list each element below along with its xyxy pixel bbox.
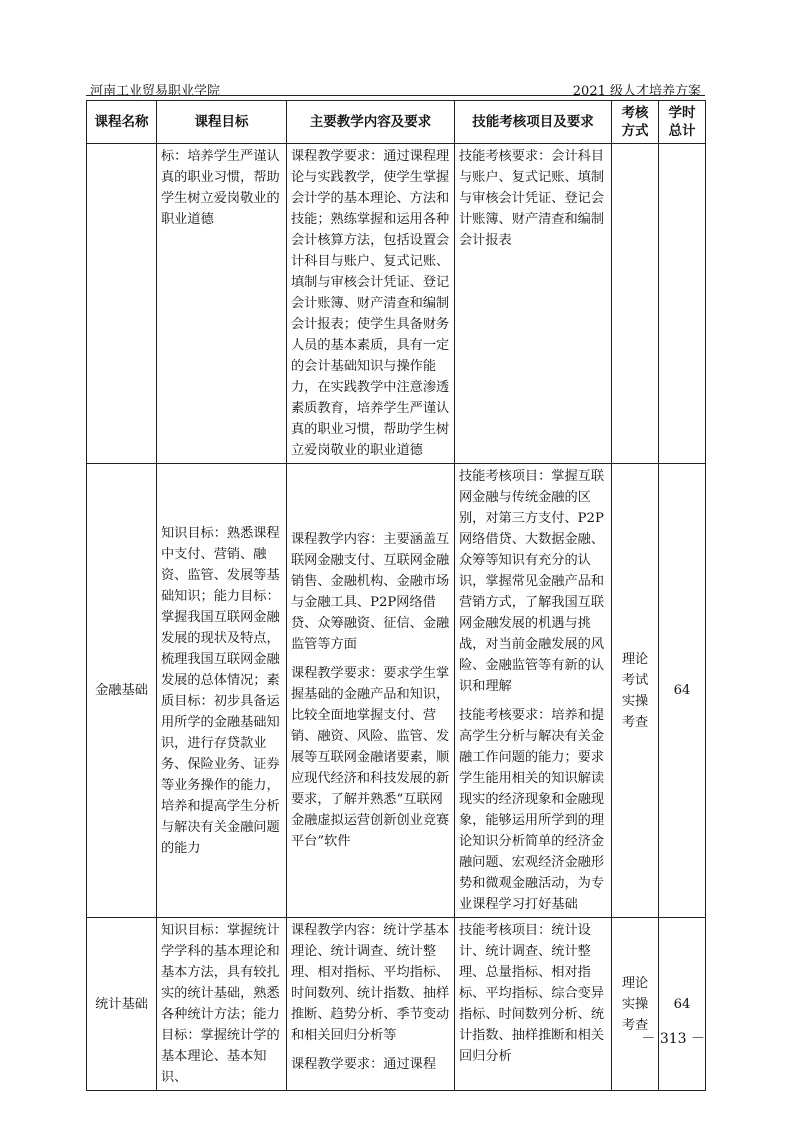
page-number: － 313 － [641,1031,705,1047]
assessment-cell: 理论实操考查 [612,918,659,1091]
content-cell [287,918,455,1091]
assessment-cell [612,144,659,464]
header-school-name: 河南工业贸易职业学院 [90,84,221,99]
content-requirements: 课程教学要求：要求学生掌握基础的金融产品和知识，比较全面地掌握支付、营销、融资、风险、监管、发展等互联网金融诸要素，顺应现代经济和科技发展的新要求，了解并熟悉“互联网金融虚拟运营创新创业竞赛平台”软件 [291,666,450,849]
hours-cell: 64 [659,918,706,1091]
content-cell [287,464,455,918]
table-row [87,918,706,1091]
col-header-course-goal: 课程目标 [157,101,287,144]
header-plan-title: 2021 级人才培养方案 [572,84,701,99]
col-header-assessment: 考核 方式 [612,101,659,144]
table-row [87,144,706,464]
content-requirements: 课程教学要求：通过课程 [291,1057,437,1072]
course-name-cell: 金融基础 [87,464,157,918]
assessment-cell: 理论考试实操考查 [612,464,659,918]
skill-requirements: 技能考核要求：会计科目与账户、复式记账、填制与审核会计凭证、登记会计账簿、财产清查和编制会计报表 [459,149,605,248]
course-goal-cell: 知识目标：掌握统计学学科的基本理论和基本方法，具有较扎实的统计基础，熟悉各种统计方法；能力目标：掌握统计学的基本理论、基本知识、 [157,918,287,1091]
table-row [87,464,706,918]
col-header-skill: 技能考核项目及要求 [455,101,612,144]
hours-cell [659,144,706,464]
content-topics: 课程教学内容：统计学基本理论、统计调查、统计整理、相对指标、平均指标、时间数列、统计指数、抽样推断、趋势分析、季节变动和相关回归分析等 [291,923,450,1043]
skill-items: 技能考核项目：统计设计、统计调查、统计整理、总量指标、相对指标、平均指标、综合变异指标、时间数列分析、统计指数、抽样推断和相关回归分析 [459,923,605,1064]
header-divider [86,95,705,96]
table-header-row [87,101,706,144]
col-header-hours: 学时 总计 [659,101,706,144]
content-requirements: 课程教学要求：通过课程理论与实践教学，使学生掌握会计学的基本理论、方法和技能；熟练掌握和运用各种会计核算方法，包括设置会计科目与账户、复式记账、填制与审核会计凭证、登记会计账簿、财产清查和编制会计报表；使学生具备财务人员的基本素质，具有一定的会计基础知识与操作能力，在实践教学中注意渗透素质教育，培养学生严谨认真的职业习惯，帮助学生树立爱岗敬业的职业道德 [291,149,450,458]
content-cell [287,144,455,464]
col-header-content: 主要教学内容及要求 [287,101,455,144]
skill-items: 技能考核项目：掌握互联网金融与传统金融的区别，对第三方支付、P2P网络借贷、大数据金融、众筹等知识有充分的认识，掌握常见金融产品和营销方式，了解我国互联网金融发展的机遇与挑战，对当前金融发展的风险、金融监管等有新的认识和理解 [459,469,605,694]
course-name-cell: 统计基础 [87,918,157,1091]
col-header-course-name: 课程名称 [87,101,157,144]
course-goal-cell: 标：培养学生严谨认真的职业习惯，帮助学生树立爱岗敬业的职业道德 [157,144,287,464]
skill-cell [455,144,612,464]
course-goal-cell: 知识目标：熟悉课程中支付、营销、融资、监管、发展等基础知识；能力目标：掌握我国互联网金融发展的现状及特点，梳理我国互联网金融发展的总体情况；素质目标：初步具备运用所学的金融基础知识，进行存贷款业务、保险业务、证券等业务操作的能力，培养和提高学生分析与解决有关金融问题的能力 [157,464,287,918]
course-name-cell [87,144,157,464]
hours-cell: 64 [659,464,706,918]
skill-requirements: 技能考核要求：培养和提高学生分析与解决有关金融工作问题的能力；要求学生能用相关的知识解读现实的经济现象和金融现象，能够运用所学到的理论知识分析简单的经济金融问题、宏观经济金融形势和微观金融活动，为专业课程学习打好基础 [459,708,605,912]
content-topics: 课程教学内容：主要涵盖互联网金融支付、互联网金融销售、金融机构、金融市场与金融工具、P2P网络借贷、众筹融资、征信、金融监管等方面 [291,532,450,652]
skill-cell [455,464,612,918]
skill-cell [455,918,612,1091]
course-table [86,100,706,1091]
